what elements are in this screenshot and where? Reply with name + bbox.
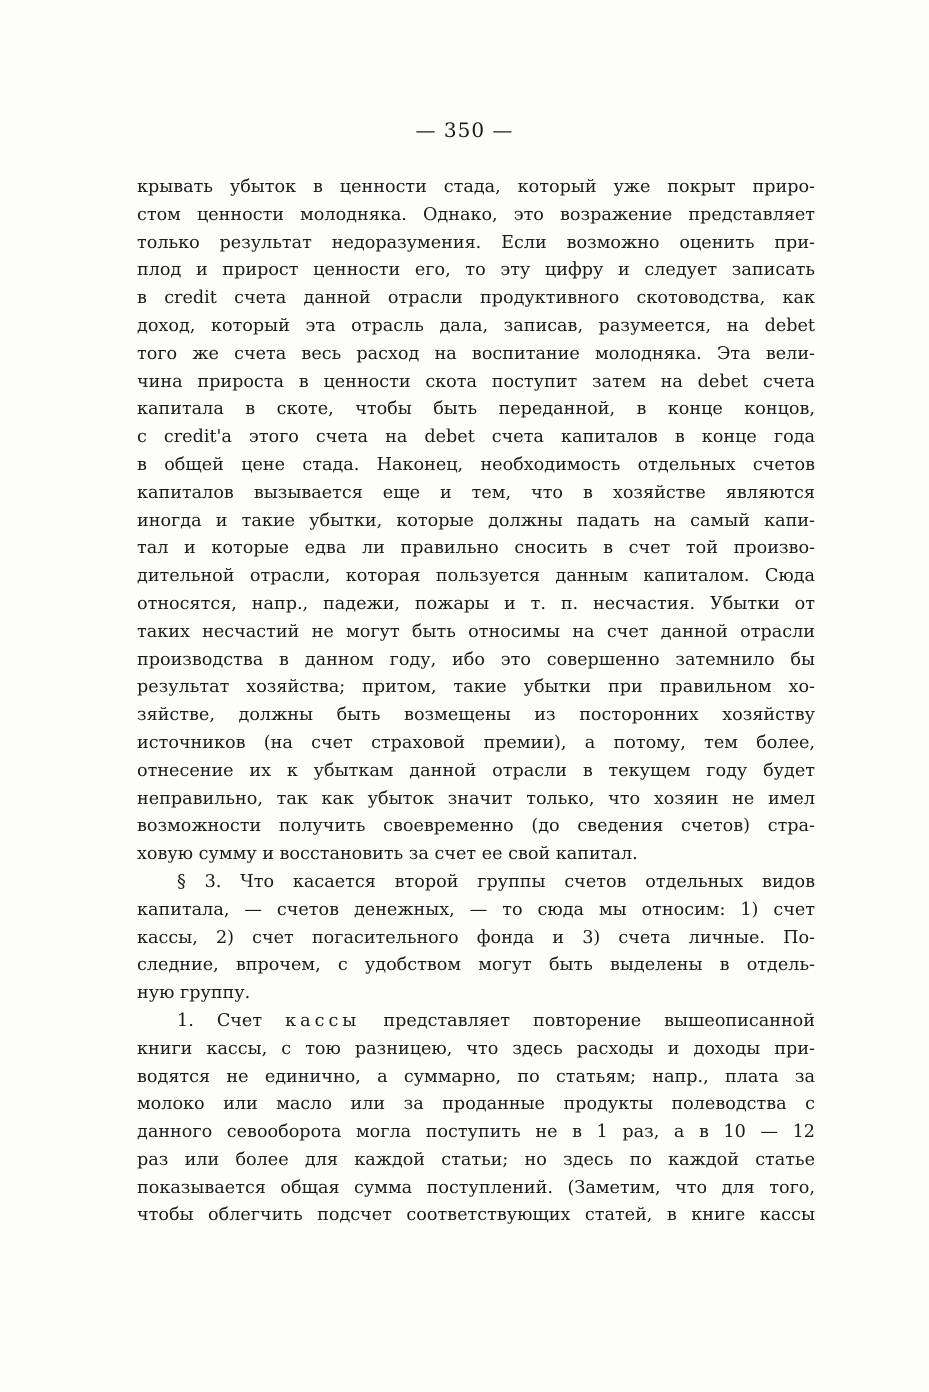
paragraph-cash-account: [137, 1008, 815, 1230]
text-line: данного севооборота могла поступить не в 1 раз, а в 10 — 12: [137, 1122, 815, 1143]
text-line: результат хозяйства; притом, такие убытки при правильном хо-: [137, 677, 815, 698]
text-line: крывать убыток в ценности стада, который уже покрыт приро-: [137, 177, 815, 197]
text-line: плод и прирост ценности его, то эту цифру и следует записать: [137, 260, 815, 281]
text-line: стом ценности молодняка. Однако, это возражение представляет: [137, 204, 815, 225]
text-line: молоко или масло или за проданные продукты полеводства с: [137, 1094, 815, 1115]
text-line: капитала в скоте, чтобы быть переданной, в конце концов,: [137, 399, 815, 420]
paragraph-section-3: [137, 869, 815, 1008]
text-line: возможности получить своевременно (до сведения счетов) стра-: [137, 816, 815, 837]
text-line: ную группу.: [137, 983, 251, 1004]
text-line: § 3. Что касается второй группы счетов отдельных видов: [177, 871, 815, 892]
text-line: [137, 1008, 815, 1036]
text-line: кассы, 2) счет погасительного фонда и 3) счета личные. По-: [137, 927, 815, 948]
spaced-term: кассы: [285, 1010, 361, 1031]
text-line: доход, который эта отрасль дала, записав, разумеется, на debet: [137, 315, 815, 336]
text-line: чина прироста в ценности скота поступит затем на debet счета: [137, 371, 815, 392]
text-line: того же счета весь расход на воспитание молодняка. Эта вели-: [137, 343, 815, 364]
paragraph-capital-losses: [137, 174, 815, 869]
text-line: ховую сумму и восстановить за счет ее свой капитал.: [137, 844, 638, 865]
text-line: в credit счета данной отрасли продуктивного скотоводства, как: [137, 288, 815, 309]
text-line: зяйстве, должны быть возмещены из посторонних хозяйству: [137, 705, 815, 726]
page-number: — 350 —: [415, 118, 514, 142]
body-text: [137, 174, 815, 1230]
text-line: иногда и такие убытки, которые должны падать на самый капи-: [137, 510, 815, 531]
text-line: в общей цене стада. Наконец, необходимость отдельных счетов: [137, 454, 815, 475]
text-line: источников (на счет страховой премии), а потому, тем более,: [137, 732, 815, 753]
text-line: капиталов вызывается еще и тем, что в хозяйстве являются: [137, 482, 815, 503]
text-line: отнесение их к убыткам данной отрасли в текущем году будет: [137, 760, 815, 781]
text-line: таких несчастий не могут быть относимы на счет данной отрасли: [137, 621, 815, 642]
text-line: чтобы облегчить подсчет соответствующих статей, в книге кассы: [137, 1205, 815, 1226]
text-line: дительной отрасли, которая пользуется данным капиталом. Сюда: [137, 566, 815, 587]
text-line: с credit'а этого счета на debet счета капиталов в конце года: [137, 427, 815, 448]
line-fragment: 1. Счет: [177, 1010, 286, 1031]
text-line: капитала, — счетов денежных, — то сюда мы относим: 1) счет: [137, 899, 815, 920]
text-line: водятся не единично, а суммарно, по статьям; напр., плата за: [137, 1066, 815, 1087]
text-line: неправильно, так как убыток значит только, что хозяин не имел: [137, 788, 815, 809]
text-line: следние, впрочем, с удобством могут быть выделены в отдель-: [137, 955, 815, 976]
text-line: книги кассы, с тою разницею, что здесь расходы и доходы при-: [137, 1038, 815, 1059]
text-line: только результат недоразумения. Если возможно оценить при-: [137, 232, 815, 253]
text-line: раз или более для каждой статьи; но здесь по каждой статье: [137, 1149, 815, 1170]
line-fragment: представляет повторение вышеописанной: [360, 1010, 815, 1031]
text-line: показывается общая сумма поступлений. (Заметим, что для того,: [137, 1177, 815, 1198]
text-line: производства в данном году, ибо это совершенно затемнило бы: [137, 649, 815, 670]
text-line: относятся, напр., падежи, пожары и т. п. несчастия. Убытки от: [137, 593, 815, 614]
text-line: тал и которые едва ли правильно сносить в счет той произво-: [137, 538, 815, 559]
